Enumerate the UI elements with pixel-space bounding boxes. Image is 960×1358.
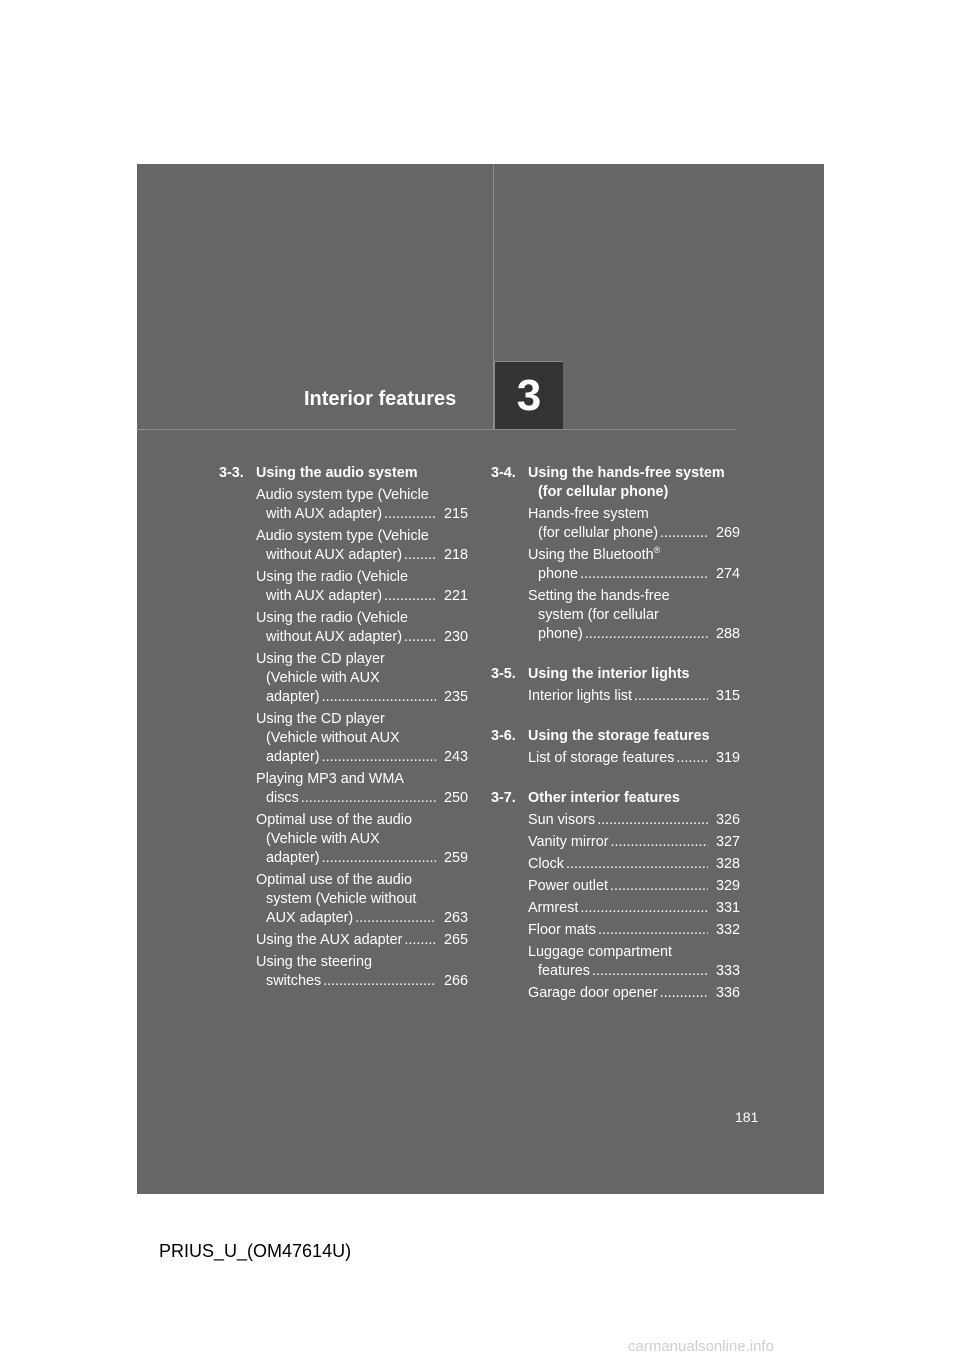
dot-leader	[323, 972, 436, 991]
section-number: 3-3.	[219, 465, 244, 481]
toc-entry-text	[528, 984, 710, 1003]
toc-entry-last-line	[256, 688, 438, 707]
toc-entry-line: system (Vehicle without	[266, 891, 417, 907]
dot-leader	[566, 855, 708, 874]
toc-entry-line: adapter)	[266, 689, 320, 705]
toc-entry-line: (Vehicle without AUX	[266, 730, 400, 746]
toc-entry-text	[528, 749, 710, 768]
toc-entry-text	[528, 855, 710, 874]
toc-entry-last-line	[256, 931, 438, 950]
toc-entry-text	[528, 546, 710, 584]
section-title	[256, 464, 468, 483]
toc-section	[219, 464, 468, 991]
section-title-line: Using the interior lights	[528, 666, 690, 682]
section-heading	[491, 464, 740, 502]
dot-leader	[322, 748, 436, 767]
dot-leader	[598, 921, 708, 940]
toc-entry-text	[256, 871, 438, 928]
toc-entry-line: with AUX adapter)	[266, 506, 382, 522]
toc-entry[interactable]	[256, 650, 468, 707]
toc-entry-last-line	[256, 748, 438, 767]
toc-entry-text	[256, 609, 438, 647]
toc-entry-last-line	[528, 625, 710, 644]
toc-entry-page: 274	[715, 566, 740, 582]
toc-entry-text	[256, 527, 438, 565]
toc-entry-page: 250	[443, 790, 468, 806]
toc-entry-text	[528, 505, 710, 543]
dot-leader	[384, 505, 436, 524]
toc-entry[interactable]	[256, 568, 468, 606]
dot-leader	[592, 962, 708, 981]
toc-entry-last-line	[528, 749, 710, 768]
toc-entry-line: switches	[266, 973, 322, 989]
dot-leader	[404, 546, 436, 565]
toc-entry-page: 329	[715, 878, 740, 894]
toc-entry-line: Using the radio (Vehicle	[256, 610, 408, 626]
toc-entry-text	[256, 953, 438, 991]
toc-entry-page: 328	[715, 856, 740, 872]
chapter-number-box	[494, 361, 563, 429]
toc-entry-last-line	[528, 899, 710, 918]
toc-entry-page: 288	[715, 626, 740, 642]
toc-entry-line: Floor mats	[528, 922, 596, 938]
toc-entry-page: 259	[443, 850, 468, 866]
toc-entry-last-line	[528, 811, 710, 830]
toc-entry[interactable]	[528, 687, 740, 706]
toc-entry-line: Using the CD player	[256, 711, 385, 727]
toc-entry-text	[528, 833, 710, 852]
toc-entry[interactable]	[528, 749, 740, 768]
toc-entry-text	[256, 568, 438, 606]
section-heading	[491, 665, 740, 684]
document-id: PRIUS_U_(OM47614U)	[159, 1241, 352, 1261]
toc-entry-line: Luggage compartment	[528, 944, 672, 960]
dot-leader	[301, 789, 436, 808]
toc-entry-last-line	[528, 524, 710, 543]
toc-entry-line: Using the Bluetooth®	[528, 546, 661, 563]
toc-entry-page: 215	[443, 506, 468, 522]
toc-entry-page: 315	[715, 688, 740, 704]
section-title	[528, 789, 740, 808]
dot-leader	[597, 811, 708, 830]
toc-entry-last-line	[256, 849, 438, 868]
section-items	[491, 749, 740, 768]
toc-entry-last-line	[528, 962, 710, 981]
toc-entry-last-line	[256, 546, 438, 565]
toc-entry[interactable]	[256, 527, 468, 565]
toc-entry-last-line	[528, 921, 710, 940]
toc-entry-line: without AUX adapter)	[266, 629, 402, 645]
toc-entry[interactable]	[528, 811, 740, 830]
section-title-line: Using the storage features	[528, 728, 710, 744]
toc-entry-text	[256, 770, 438, 808]
toc-entry-page: 266	[443, 973, 468, 989]
dot-leader	[580, 899, 708, 918]
toc-entry-line: (Vehicle with AUX	[266, 670, 380, 686]
toc-entry-text	[528, 943, 710, 981]
toc-column-left	[219, 464, 468, 1012]
toc-entry-page: 333	[715, 963, 740, 979]
toc-entry-line: Hands-free system	[528, 506, 649, 522]
toc-entry[interactable]	[528, 943, 740, 981]
toc-entry-text	[256, 931, 438, 950]
toc-entry-page: 336	[715, 985, 740, 1001]
chapter-title: Interior features	[304, 388, 457, 410]
toc-entry-page: 243	[443, 749, 468, 765]
section-title-line: Using the hands-free system	[528, 465, 725, 481]
toc-entry[interactable]	[528, 899, 740, 918]
toc-entry-line: Clock	[528, 856, 564, 872]
toc-entry-text	[528, 587, 710, 644]
toc-entry-page: 265	[443, 932, 468, 948]
toc-entry-text	[528, 877, 710, 896]
section-items	[491, 811, 740, 1003]
toc-entry-text	[256, 710, 438, 767]
section-heading	[219, 464, 468, 483]
toc-entry-line: adapter)	[266, 850, 320, 866]
toc-entry-last-line	[528, 855, 710, 874]
toc-entry-line: (Vehicle with AUX	[266, 831, 380, 847]
toc-entry-line: (for cellular phone)	[538, 525, 658, 541]
dot-leader	[384, 587, 436, 606]
toc-entry-line: features	[538, 963, 590, 979]
toc-section	[491, 789, 740, 1003]
dot-leader	[404, 628, 436, 647]
toc-entry-page: 218	[443, 547, 468, 563]
section-items	[491, 505, 740, 644]
toc-entry-page: 235	[443, 689, 468, 705]
toc-entry[interactable]	[528, 833, 740, 852]
toc-entry-line: AUX adapter)	[266, 910, 354, 926]
section-title-line: Other interior features	[528, 790, 680, 806]
toc-entry[interactable]	[256, 811, 468, 868]
toc-entry-last-line	[256, 972, 438, 991]
dot-leader	[660, 984, 708, 1003]
toc-entry-line: adapter)	[266, 749, 320, 765]
toc-entry-last-line	[256, 505, 438, 524]
toc-entry-last-line	[528, 565, 710, 584]
section-items	[491, 687, 740, 706]
toc-entry-last-line	[528, 833, 710, 852]
dot-leader	[322, 688, 436, 707]
toc-section	[491, 727, 740, 768]
toc-entry[interactable]	[256, 871, 468, 928]
toc-entry[interactable]	[256, 486, 468, 524]
toc-section	[491, 464, 740, 644]
toc-entry-last-line	[256, 909, 438, 928]
toc-entry-page: 326	[715, 812, 740, 828]
section-title-line: (for cellular phone)	[538, 484, 669, 500]
toc-entry[interactable]	[528, 546, 740, 584]
toc-entry-line: phone)	[538, 626, 583, 642]
chapter-number: 3	[516, 370, 542, 420]
dot-leader	[611, 833, 709, 852]
toc-entry[interactable]	[528, 984, 740, 1003]
header-divider-horizontal	[137, 429, 737, 430]
toc-entry-last-line	[256, 628, 438, 647]
section-title	[528, 727, 740, 746]
toc-entry-last-line	[256, 789, 438, 808]
toc-entry-line: Armrest	[528, 900, 579, 916]
toc-entry-page: 269	[715, 525, 740, 541]
toc-entry[interactable]	[256, 609, 468, 647]
toc-entry-line: Using the steering	[256, 954, 372, 970]
dot-leader	[355, 909, 436, 928]
toc-entry-line: phone	[538, 566, 579, 582]
dot-leader	[660, 524, 708, 543]
toc-entry-page: 327	[715, 834, 740, 850]
toc-entry-page: 221	[443, 588, 468, 604]
toc-entry[interactable]	[528, 877, 740, 896]
dot-leader	[580, 565, 708, 584]
toc-entry-line: Playing MP3 and WMA	[256, 771, 404, 787]
toc-entry[interactable]	[256, 953, 468, 991]
toc-entry-line: Using the AUX adapter	[256, 932, 403, 948]
toc-entry-line: discs	[266, 790, 299, 806]
toc-entry-line: Setting the hands-free	[528, 588, 670, 604]
page-number: 181	[735, 1109, 759, 1125]
toc-column-right	[491, 464, 740, 1024]
toc-entry-line: List of storage features	[528, 750, 675, 766]
toc-entry-text	[256, 650, 438, 707]
toc-entry-line: Optimal use of the audio	[256, 812, 412, 828]
toc-entry-text	[528, 811, 710, 830]
watermark: carmanualsonline.info	[628, 1338, 774, 1355]
toc-entry[interactable]	[528, 505, 740, 543]
toc-entry-line: Power outlet	[528, 878, 608, 894]
toc-entry-line: system (for cellular	[538, 607, 659, 623]
toc-entry-line: Interior lights list	[528, 688, 632, 704]
toc-entry-text	[256, 486, 438, 524]
toc-entry-line: with AUX adapter)	[266, 588, 382, 604]
section-number: 3-4.	[491, 465, 516, 481]
toc-entry-text	[528, 899, 710, 918]
toc-entry-line: Vanity mirror	[528, 834, 609, 850]
toc-entry-last-line	[528, 877, 710, 896]
dot-leader	[610, 877, 708, 896]
toc-entry-line: Using the radio (Vehicle	[256, 569, 408, 585]
toc-entry-last-line	[528, 984, 710, 1003]
toc-section	[491, 665, 740, 706]
section-title-line: Using the audio system	[256, 465, 418, 481]
toc-entry-page: 332	[715, 922, 740, 938]
toc-entry-page: 263	[443, 910, 468, 926]
section-heading	[491, 789, 740, 808]
toc-entry[interactable]	[256, 710, 468, 767]
toc-entry-line: without AUX adapter)	[266, 547, 402, 563]
toc-entry-line: Sun visors	[528, 812, 596, 828]
toc-entry-page: 230	[443, 629, 468, 645]
dot-leader	[322, 849, 436, 868]
section-number: 3-5.	[491, 666, 516, 682]
toc-entry-last-line	[528, 687, 710, 706]
toc-entry[interactable]	[528, 587, 740, 644]
dot-leader	[634, 687, 708, 706]
dot-leader	[585, 625, 708, 644]
section-items	[219, 486, 468, 991]
section-number: 3-7.	[491, 790, 516, 806]
toc-entry[interactable]	[256, 931, 468, 950]
dot-leader	[676, 749, 708, 768]
toc-entry[interactable]	[528, 921, 740, 940]
toc-entry[interactable]	[256, 770, 468, 808]
dot-leader	[404, 931, 436, 950]
section-title	[528, 665, 740, 684]
section-heading	[491, 727, 740, 746]
toc-entry-page: 331	[715, 900, 740, 916]
toc-entry-line: Optimal use of the audio	[256, 872, 412, 888]
section-title	[528, 464, 740, 502]
toc-entry-line: Audio system type (Vehicle	[256, 487, 429, 503]
toc-entry-line: Garage door opener	[528, 985, 658, 1001]
section-number: 3-6.	[491, 728, 516, 744]
toc-entry-line: Using the CD player	[256, 651, 385, 667]
toc-entry-page: 319	[715, 750, 740, 766]
toc-entry-line: Audio system type (Vehicle	[256, 528, 429, 544]
toc-entry-last-line	[256, 587, 438, 606]
toc-entry-text	[528, 921, 710, 940]
toc-entry-text	[256, 811, 438, 868]
toc-entry-text	[528, 687, 710, 706]
toc-entry[interactable]	[528, 855, 740, 874]
